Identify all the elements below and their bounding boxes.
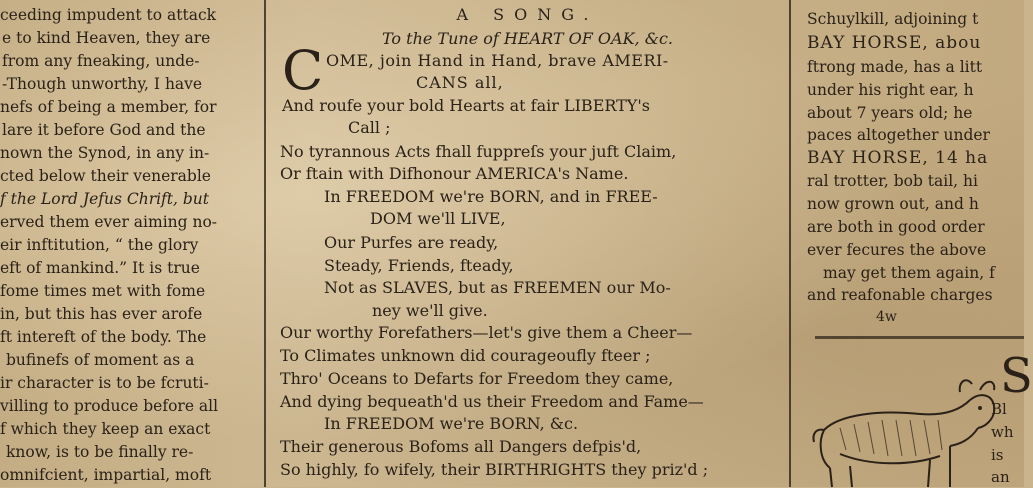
ad-line: ftrong made, has a litt	[807, 58, 983, 76]
song-line: DOM we'll LIVE,	[370, 209, 506, 228]
song-line: Call ;	[348, 118, 391, 137]
ad-fragment: wh	[991, 423, 1014, 441]
song-tune-line: To the Tune of HEART OF OAK, &c.	[381, 29, 673, 48]
left-line: cted below their venerable	[0, 167, 211, 185]
left-line: know, is to be finally re-	[6, 443, 194, 461]
song-line: ney we'll give.	[372, 301, 488, 320]
cow-woodcut-icon	[810, 370, 1000, 487]
left-line: erved them ever aiming no-	[0, 213, 218, 231]
ad-big-letter: S	[1000, 348, 1033, 404]
ad-line: now grown out, and h	[807, 195, 979, 213]
song-line: So highly, fo wifely, their BIRTHRIGHTS they priz'd ;	[280, 460, 709, 479]
song-column	[268, 0, 787, 487]
song-line: Steady, Friends, fteady,	[324, 256, 514, 275]
ad-code: 4w	[876, 309, 897, 325]
ad-fragment: Bl	[991, 400, 1007, 418]
left-line: omnifcient, impartial, moft	[0, 466, 212, 484]
left-line: -Though unworthy, I have	[2, 75, 203, 93]
left-line: ft intereft of the body. The	[0, 328, 207, 346]
left-line: ir character is to be fcruti-	[0, 374, 209, 392]
left-line: in, but this has ever arofe	[0, 305, 203, 323]
song-line: To Climates unknown did courageoufly fteer ;	[280, 346, 651, 365]
left-line: fome times met with fome	[0, 282, 206, 300]
song-line: OME, join Hand in Hand, brave AMERI-	[326, 51, 669, 70]
song-dropcap: C	[282, 39, 324, 102]
ad-line: ral trotter, bob tail, hi	[807, 172, 978, 190]
left-line: from any fneaking, unde-	[2, 52, 200, 70]
song-line: Our Purfes are ready,	[324, 233, 499, 252]
song-line: Thro' Oceans to Defarts for Freedom they came,	[280, 369, 674, 388]
ad-line: ever fecures the above	[807, 241, 987, 259]
column-rule	[789, 0, 791, 487]
song-line: In FREEDOM we're BORN, and in FREE-	[324, 187, 658, 206]
ad-line: and reafonable charges	[807, 286, 993, 304]
song-line: And roufe your bold Hearts at fair LIBERTY's	[282, 96, 650, 115]
column-rule	[264, 0, 266, 487]
ad-line: paces altogether under	[807, 126, 990, 144]
song-title: A SONG.	[456, 5, 599, 24]
left-line: f which they keep an exact	[0, 420, 211, 438]
left-line: f the Lord Jefus Chrift, but	[0, 190, 210, 208]
ad-line: about 7 years old; he	[807, 104, 973, 122]
song-line: No tyrannous Acts fhall fuppreſs your juft Claim,	[280, 142, 677, 161]
left-line: eir inftitution, “ the glory	[0, 236, 199, 254]
left-line: lare it before God and the	[2, 121, 206, 139]
song-line: CANS all,	[416, 73, 504, 92]
song-line: Or ftain with Difhonour AMERICA's Name.	[280, 164, 629, 183]
ad-line: are both in good order	[807, 218, 985, 236]
ad-fragment: an	[991, 468, 1010, 486]
ad-line: BAY HORSE, abou	[807, 33, 982, 53]
song-line: Not as SLAVES, but as FREEMEN our Mo-	[324, 278, 671, 297]
song-line: Their generous Bofoms all Dangers defpis'd,	[280, 437, 642, 456]
song-line: Our worthy Forefathers—let's give them a Cheer—	[280, 323, 693, 342]
ad-line: BAY HORSE, 14 ha	[807, 148, 989, 168]
left-line: nown the Synod, in any in-	[0, 144, 210, 162]
left-line: bufinefs of moment as a	[6, 351, 195, 369]
ad-line: Schuylkill, adjoining t	[807, 10, 979, 28]
ad-line: may get them again, f	[823, 264, 995, 282]
left-line: villing to produce before all	[0, 397, 219, 415]
ad-fragment: is	[991, 446, 1004, 464]
section-divider	[815, 336, 1024, 339]
left-line: eft of mankind.” It is true	[0, 259, 200, 277]
left-line: ceeding impudent to attack	[0, 6, 217, 24]
song-line: In FREEDOM we're BORN, &c.	[324, 414, 579, 433]
ad-line: under his right ear, h	[807, 81, 974, 99]
left-column	[0, 0, 262, 487]
left-line: nefs of being a member, for	[0, 98, 217, 116]
song-line: And dying bequeath'd us their Freedom and Fame—	[280, 392, 704, 411]
left-line: e to kind Heaven, they are	[2, 29, 211, 47]
